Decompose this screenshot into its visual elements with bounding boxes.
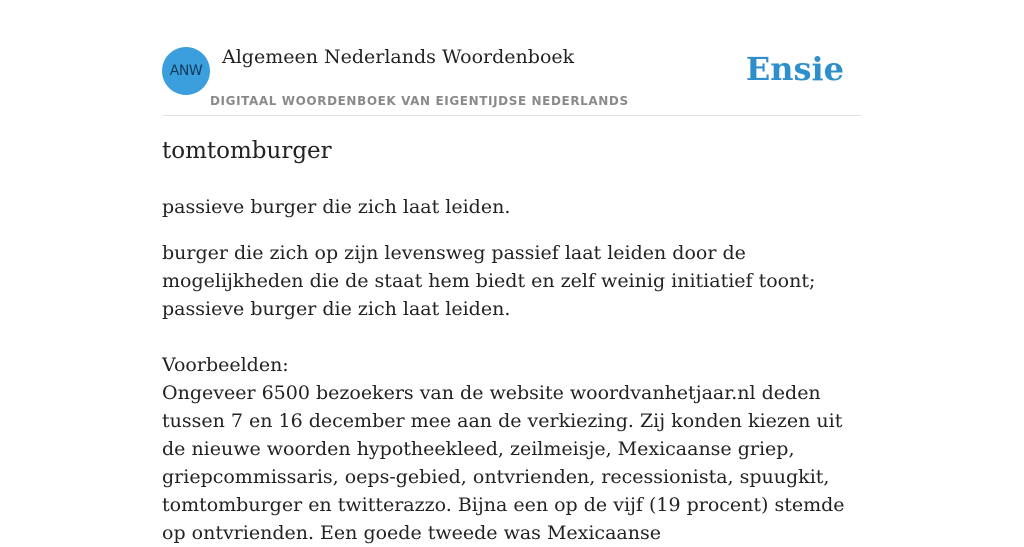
long-definition: burger die zich op zijn levensweg passief laat leiden door de mogelijkheden die de staat hem biedt en zelf weinig initiatief toont; passieve burger die zich laat leiden. bbox=[162, 242, 816, 320]
example-text: Ongeveer 6500 bezoekers van de website woordvanhetjaar.nl deden tussen 7 en 16 december mee aan de verkiezing. Zij konden kiezen uit de nieuwe woorden hypotheekleed, zeilmeisje, Mexicaanse griep, griepcommissaris, oeps-gebied, ontvrienden, recessionista, spuugkit, tomtomburger en twitterazzo. Bijna een op de vijf (19 procent) stemde op ontvrienden. Een goede tweede was Mexicaanse bbox=[162, 382, 845, 544]
content-container bbox=[162, 0, 862, 544]
short-definition: passieve burger die zich laat leiden. bbox=[162, 196, 511, 218]
header bbox=[162, 0, 862, 116]
anw-logo[interactable]: ANW bbox=[162, 47, 210, 95]
site-subtitle: DIGITAAL WOORDENBOEK VAN EIGENTIJDSE NEDERLANDS bbox=[210, 94, 629, 108]
site-title[interactable]: Algemeen Nederlands Woordenboek bbox=[222, 46, 575, 68]
examples-section bbox=[162, 351, 862, 547]
ensie-logo-link[interactable]: Ensie bbox=[745, 50, 844, 88]
entry-title: tomtomburger bbox=[162, 138, 332, 164]
examples-label: Voorbeelden: bbox=[162, 354, 289, 376]
